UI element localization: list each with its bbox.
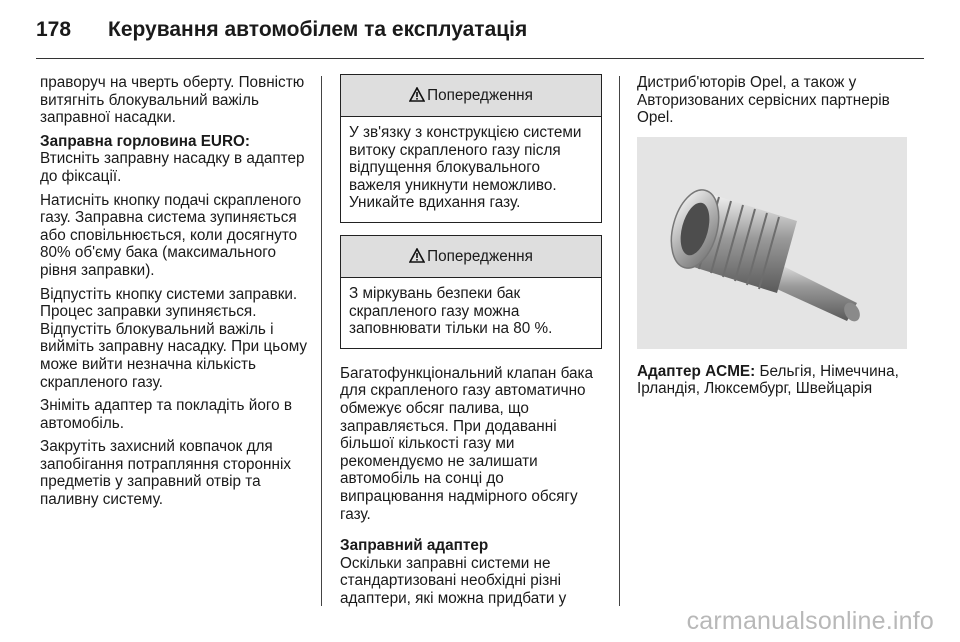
paragraph: Натисніть кнопку подачі скрапленого газу. Заправна система зупиняється або сповільнюється, коли досягнуто 80% об'єму бака (максимального рівня заправки). — [40, 191, 302, 279]
warning-box — [340, 74, 602, 223]
warning-title: Попередження — [427, 87, 533, 104]
warning-title: Попередження — [427, 247, 533, 265]
paragraph: Багатофункціональний клапан бака для скрапленого газу автоматично обмежує обсяг палива, що заправляється. При додаванні більшої кількості газу ми рекомендуємо не залишати автомобіль на сонці до випрацювання надмірного обсягу газу. — [340, 364, 594, 523]
adapter-section — [340, 537, 602, 607]
page-header — [36, 12, 527, 48]
acme-adapter-photo — [637, 137, 907, 349]
warning-header — [341, 236, 601, 278]
header-divider — [36, 58, 924, 59]
acme-heading: Адаптер ACME: — [637, 362, 756, 380]
euro-heading: Заправна горловина EURO: — [40, 132, 251, 150]
warning-triangle-icon — [409, 238, 425, 279]
acme-section — [637, 363, 907, 398]
warning-triangle-icon — [409, 77, 425, 118]
column-divider — [321, 76, 322, 606]
paragraph: праворуч на чверть оберту. Повністю витягніть блокувальний важіль заправної насадки. — [40, 74, 305, 127]
paragraph: Дистриб'юторів Opel, а також у Авторизованих сервісних партнерів Opel. — [637, 74, 890, 127]
adapter-text: Оскільки заправні системи не стандартизовані необхідні різні адаптери, які можна придбати у — [340, 554, 567, 607]
warning-text: З міркувань безпеки бак скрапленого газу можна заповнювати тільки на 80 %. — [349, 284, 553, 338]
warning-text: У зв'язку з конструкцією системи витоку скрапленого газу після відпущення блокувального важеля уникнути неможливо. Уникайте вдихання газу. — [349, 124, 582, 212]
column-3 — [637, 74, 907, 404]
watermark: carmanualsonline.info — [686, 607, 934, 635]
adapter-heading: Заправний адаптер — [340, 537, 489, 555]
paragraph: Зніміть адаптер та покладіть його в автомобіль. — [40, 397, 292, 432]
page-number: 178 — [36, 18, 72, 41]
euro-text: Втисніть заправну насадку в адаптер до фіксації. — [40, 150, 305, 185]
column-2 — [340, 74, 602, 613]
euro-section — [40, 133, 310, 186]
column-1 — [40, 74, 310, 515]
warning-box — [340, 235, 602, 349]
paragraph: Відпустіть кнопку системи заправки. Процес заправки зупиняється. Відпустіть блокувальний важіль і вийміть заправну насадку. При цьому може вийти незначна кількість скрапленого газу. — [40, 285, 308, 391]
column-divider — [619, 76, 620, 606]
warning-header — [341, 75, 601, 117]
page-title: Керування автомобілем та експлуатація — [108, 18, 528, 41]
acme-countries: Бельгія, Німеччина, Ірландія, Люксембург, Швейцарія — [637, 362, 899, 398]
paragraph: Закрутіть захисний ковпачок для запобігання потрапляння сторонніх предметів у заправний отвір та паливну систему. — [40, 438, 291, 509]
